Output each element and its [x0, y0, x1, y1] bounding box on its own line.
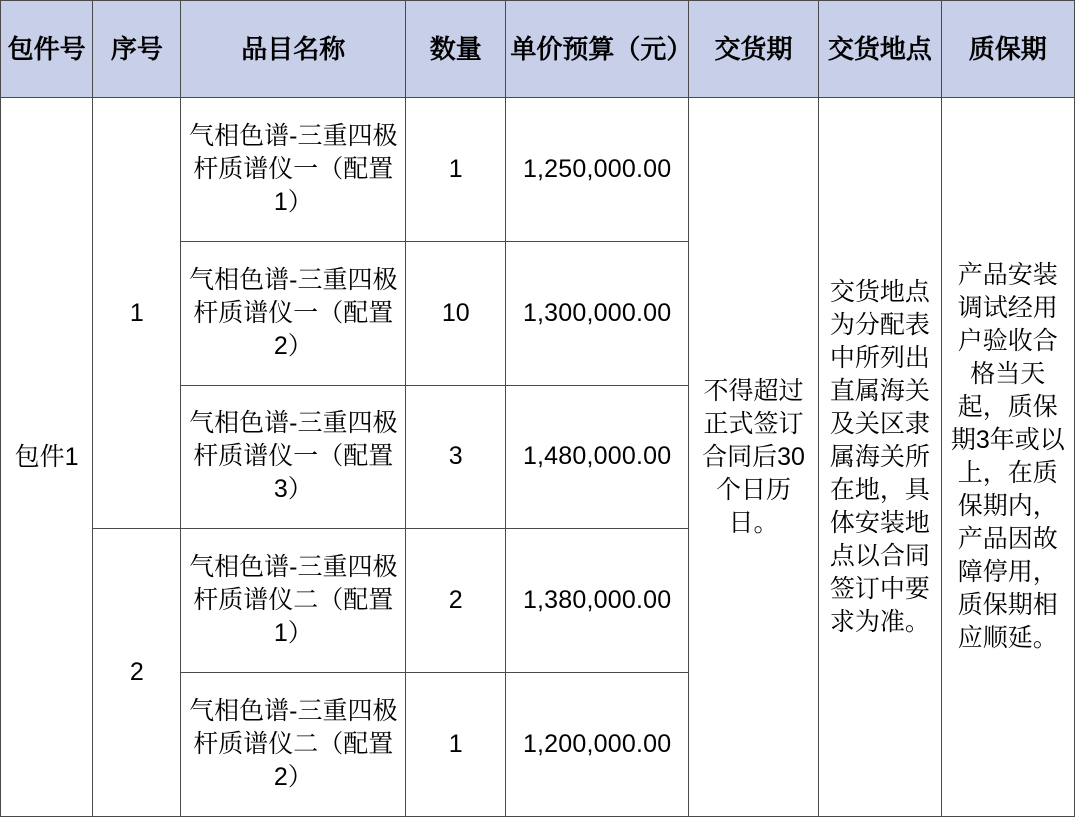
cell-unit-price: 1,380,000.00: [506, 529, 689, 673]
cell-item-name: 气相色谱-三重四极杆质谱仪一（配置3）: [181, 385, 406, 529]
header-package-no: 包件号: [1, 1, 93, 98]
cell-quantity: 1: [406, 98, 506, 242]
header-delivery-period: 交货期: [688, 1, 818, 98]
cell-delivery-place: 交货地点为分配表中所列出直属海关及关区隶属海关所在地，具体安装地点以合同签订中要求为准。: [819, 98, 941, 817]
cell-unit-price: 1,200,000.00: [506, 673, 689, 817]
header-delivery-place: 交货地点: [819, 1, 941, 98]
cell-sequence-no: 2: [93, 529, 181, 817]
cell-quantity: 2: [406, 529, 506, 673]
cell-item-name: 气相色谱-三重四极杆质谱仪二（配置1）: [181, 529, 406, 673]
cell-sequence-no: 1: [93, 98, 181, 529]
table-row: [1, 98, 1075, 242]
cell-item-name: 气相色谱-三重四极杆质谱仪一（配置1）: [181, 98, 406, 242]
cell-quantity: 10: [406, 241, 506, 385]
cell-item-name: 气相色谱-三重四极杆质谱仪二（配置2）: [181, 673, 406, 817]
header-unit-price-budget: 单价预算（元）: [506, 1, 689, 98]
cell-item-name: 气相色谱-三重四极杆质谱仪一（配置2）: [181, 241, 406, 385]
header-quantity: 数量: [406, 1, 506, 98]
header-item-name: 品目名称: [181, 1, 406, 98]
cell-delivery-period: 不得超过正式签订合同后30个日历日。: [688, 98, 818, 817]
header-warranty-period: 质保期: [941, 1, 1074, 98]
header-sequence-no: 序号: [93, 1, 181, 98]
cell-quantity: 3: [406, 385, 506, 529]
cell-warranty-period: 产品安装调试经用户验收合格当天起，质保期3年或以上，在质保期内，产品因故障停用，质保期相应顺延。: [941, 98, 1074, 817]
table-header-row: [1, 1, 1075, 98]
cell-unit-price: 1,480,000.00: [506, 385, 689, 529]
cell-package-no: 包件1: [1, 98, 93, 817]
cell-unit-price: 1,300,000.00: [506, 241, 689, 385]
cell-quantity: 1: [406, 673, 506, 817]
cell-unit-price: 1,250,000.00: [506, 98, 689, 242]
